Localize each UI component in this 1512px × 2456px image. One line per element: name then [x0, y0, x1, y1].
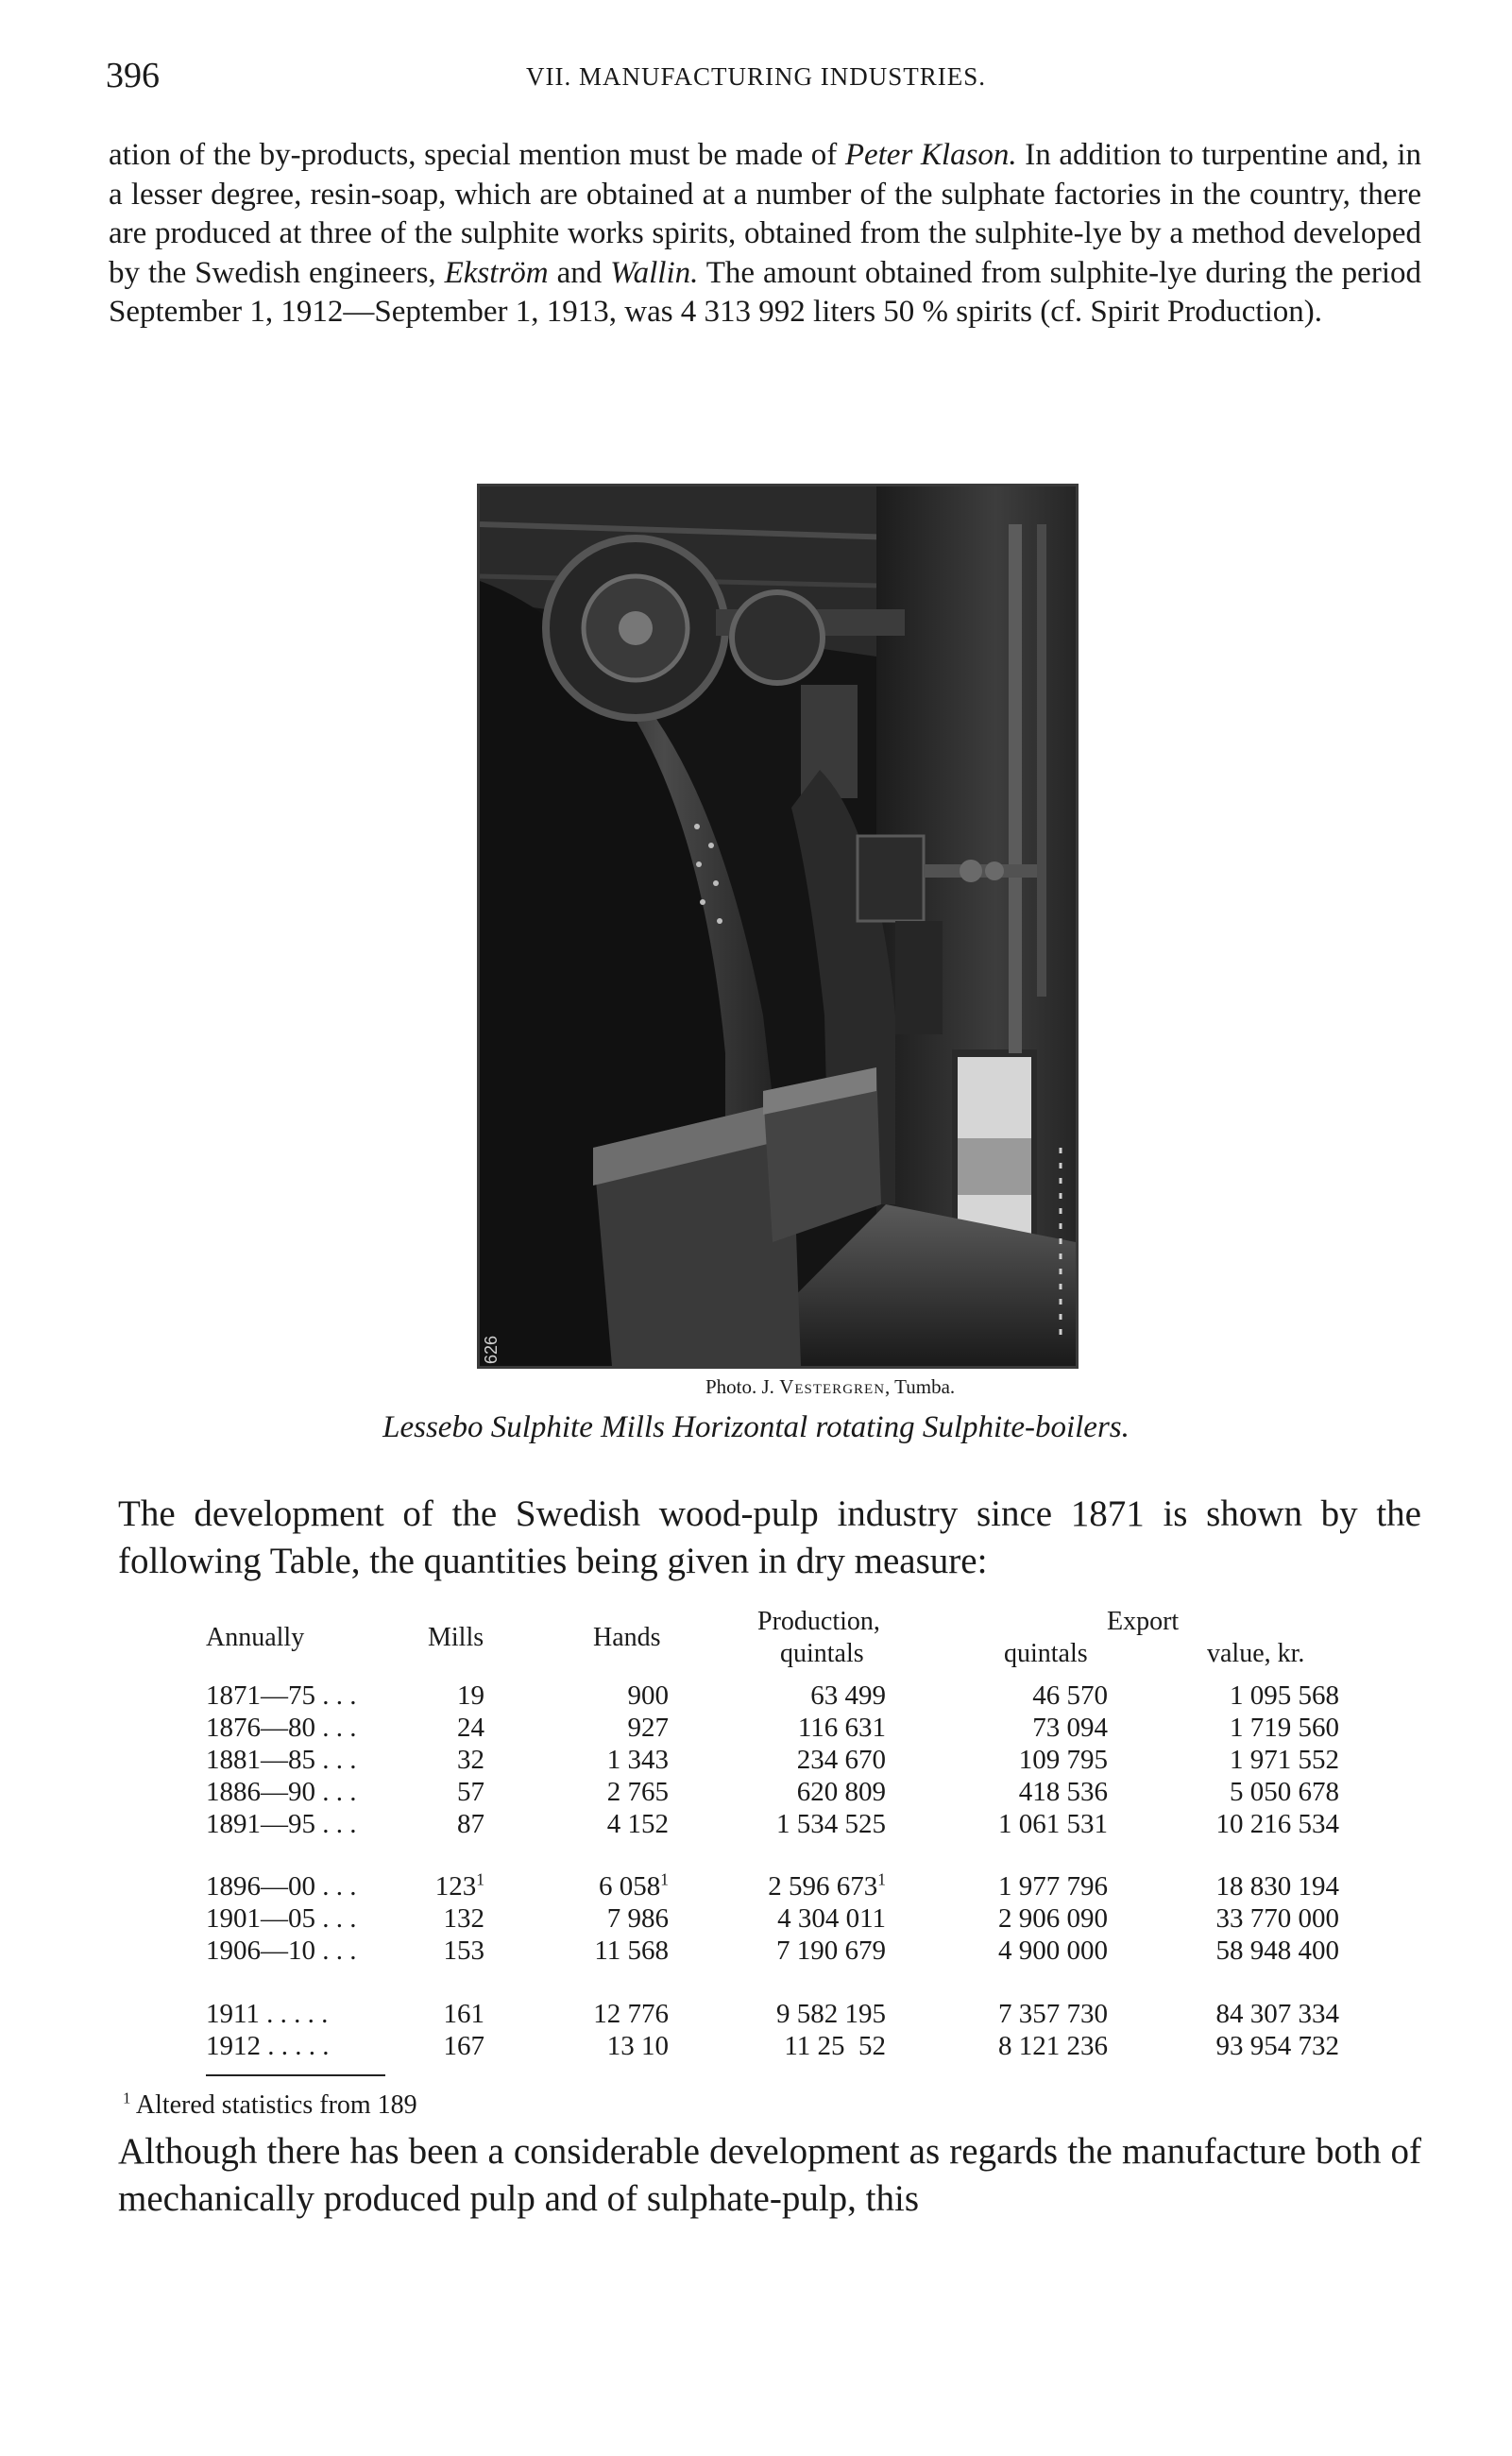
export-value-cell	[1216, 1999, 1340, 2030]
export-quintals-cell-value: 73 094	[1032, 1713, 1108, 1743]
period-cell	[206, 1745, 357, 1776]
footnote-marker: 1	[123, 2089, 131, 2107]
export-quintals-cell	[1019, 1745, 1108, 1776]
export-quintals-cell-value: 2 906 090	[998, 1903, 1108, 1934]
export-quintals-cell-value: 109 795	[1018, 1745, 1108, 1775]
hands-cell	[607, 2031, 669, 2062]
mills-cell-value: 57	[457, 1777, 484, 1807]
period-cell-value: 1871—75 . . .	[206, 1680, 357, 1711]
period-cell	[206, 1777, 357, 1808]
table-row	[0, 1713, 1512, 1745]
photo-caption: Lessebo Sulphite Mills Horizontal rotating Sulphite-boilers.	[382, 1410, 1130, 1444]
name-ekstrom: Ekström	[444, 255, 549, 290]
page-number: 396	[106, 56, 160, 95]
hands-cell	[607, 1809, 669, 1840]
production-cell-value: 620 809	[796, 1777, 886, 1807]
export-quintals-cell	[1019, 1777, 1108, 1808]
hands-cell-value: 13 10	[606, 2031, 669, 2061]
production-cell	[784, 2031, 886, 2062]
export-value-cell-value: 58 948 400	[1215, 1936, 1339, 1966]
period-cell	[206, 2031, 330, 2062]
hands-cell-value: 7 986	[606, 1903, 669, 1934]
table-row	[0, 2031, 1512, 2063]
period-cell-value: 1896—00 . . .	[206, 1871, 357, 1902]
export-value-cell-value: 93 954 732	[1215, 2031, 1339, 2061]
name-wallin: Wallin.	[610, 255, 699, 290]
export-quintals-cell	[1032, 1713, 1108, 1744]
period-cell-value: 1912 . . . . .	[206, 2031, 330, 2061]
export-quintals-cell-value: 7 357 730	[998, 1999, 1108, 2029]
mills-cell-value: 32	[457, 1745, 484, 1775]
export-quintals-cell	[998, 1999, 1108, 2030]
plate-number: 626	[482, 1335, 501, 1364]
footnote-reference: 1	[877, 1869, 886, 1889]
photo-credit-place: , Tumba.	[885, 1375, 956, 1398]
table-row	[0, 1999, 1512, 2031]
mills-cell	[444, 1903, 485, 1935]
production-cell	[797, 1777, 886, 1808]
period-cell-value: 1876—80 . . .	[206, 1713, 357, 1743]
export-quintals-cell	[998, 1936, 1108, 1967]
header-hands: Hands	[593, 1623, 661, 1652]
footnote-reference: 1	[660, 1869, 669, 1889]
export-value-cell	[1216, 1809, 1340, 1840]
para1-text-4: The amount obtained from sulphite-lye during the period September 1, 1912—September 1, 1913, was 4 313 992 liters 50 % spirits (cf. Spirit Production).	[109, 255, 1421, 329]
production-cell	[798, 1713, 886, 1744]
export-quintals-cell-value: 8 121 236	[998, 2031, 1108, 2061]
period-cell-value: 1911 . . . . .	[206, 1999, 329, 2029]
mills-cell-value: 153	[443, 1936, 484, 1966]
header-production-unit: quintals	[780, 1639, 864, 1668]
header-annually: Annually	[206, 1623, 305, 1652]
hands-cell-value: 2 765	[606, 1777, 669, 1807]
table-row	[0, 1871, 1512, 1903]
production-cell-value: 11 25 52	[784, 2031, 886, 2061]
period-cell	[206, 1903, 357, 1935]
hands-cell	[607, 1903, 669, 1935]
photo-credit-prefix: Photo. J.	[705, 1375, 780, 1398]
export-value-cell-value: 18 830 194	[1215, 1871, 1339, 1902]
export-value-cell	[1230, 1680, 1339, 1712]
running-head: VII. MANUFACTURING INDUSTRIES.	[526, 62, 986, 91]
export-value-cell	[1230, 1745, 1339, 1776]
hands-cell-value: 927	[627, 1713, 669, 1743]
period-cell-value: 1901—05 . . .	[206, 1903, 357, 1934]
export-value-cell-value: 1 095 568	[1230, 1680, 1339, 1711]
mills-cell	[444, 1999, 485, 2030]
para1-text-3: and	[548, 255, 611, 290]
export-quintals-cell-value: 4 900 000	[998, 1936, 1108, 1966]
export-quintals-cell	[998, 1809, 1108, 1840]
export-quintals-cell-value: 46 570	[1032, 1680, 1108, 1711]
mills-cell-value: 132	[443, 1903, 484, 1934]
export-value-cell-value: 1 719 560	[1230, 1713, 1339, 1743]
hands-cell-value: 900	[627, 1680, 669, 1711]
photographer-name: Vestergren	[779, 1375, 886, 1398]
period-cell	[206, 1871, 357, 1902]
table-row	[0, 1745, 1512, 1777]
header-mills: Mills	[428, 1623, 484, 1652]
mill-photograph	[477, 484, 1079, 1369]
export-quintals-cell-value: 418 536	[1018, 1777, 1108, 1807]
mills-cell	[457, 1713, 484, 1744]
mills-cell	[457, 1680, 484, 1712]
table-row	[0, 1680, 1512, 1713]
export-value-cell-value: 10 216 534	[1215, 1809, 1339, 1839]
mills-cell	[457, 1777, 484, 1808]
hands-cell-value: 1 343	[606, 1745, 669, 1775]
hands-cell-value: 6 058	[599, 1871, 661, 1902]
period-cell-value: 1906—10 . . .	[206, 1936, 357, 1966]
footnote-text: Altered statistics from 189	[130, 2090, 417, 2120]
export-value-cell-value: 5 050 678	[1230, 1777, 1339, 1807]
footnote	[123, 2090, 417, 2121]
hands-cell	[593, 1999, 669, 2030]
mills-cell	[435, 1871, 484, 1902]
production-cell-value: 1 534 525	[776, 1809, 886, 1839]
export-value-cell-value: 84 307 334	[1215, 1999, 1339, 2029]
production-cell	[797, 1745, 886, 1776]
mills-cell-value: 19	[457, 1680, 484, 1711]
production-cell-value: 4 304 011	[777, 1903, 886, 1934]
production-cell	[777, 1903, 886, 1935]
export-quintals-cell	[998, 1871, 1108, 1902]
mills-cell	[444, 1936, 485, 1967]
hands-cell-value: 11 568	[594, 1936, 669, 1966]
table-row	[0, 1809, 1512, 1841]
production-cell	[776, 1809, 886, 1840]
export-value-cell-value: 33 770 000	[1215, 1903, 1339, 1934]
para3-text: Although there has been a considerable development as regards the manufacture both of mechanically produced pulp and of sulphate-pulp, this	[118, 2131, 1421, 2219]
hands-cell	[628, 1680, 670, 1712]
production-cell-value: 63 499	[810, 1680, 886, 1711]
production-cell	[776, 1999, 886, 2030]
paragraph-table-intro	[118, 1491, 1421, 1585]
production-cell	[768, 1871, 886, 1902]
mills-cell	[444, 2031, 485, 2062]
production-cell	[810, 1680, 886, 1712]
mills-cell-value: 24	[457, 1713, 484, 1743]
table-row	[0, 1903, 1512, 1936]
mills-cell	[457, 1745, 484, 1776]
export-quintals-cell-value: 1 977 796	[998, 1871, 1108, 1902]
production-cell-value: 234 670	[796, 1745, 886, 1775]
export-value-cell	[1216, 1903, 1340, 1935]
mills-cell	[457, 1809, 484, 1840]
export-value-cell	[1216, 1936, 1340, 1967]
hands-cell	[599, 1871, 669, 1902]
production-cell-value: 2 596 673	[768, 1871, 878, 1902]
header-production: Production,	[757, 1607, 880, 1636]
header-export: Export	[1107, 1607, 1180, 1636]
header-export-quintals: quintals	[1004, 1639, 1088, 1668]
para1-text-2: In addition to turpentine and, in a lesser degree, resin-soap, which are obtained at a number of the sulphate factories in the country, there are produced at three of the sulphite works spirits, obtained from the sulphite-lye by a method developed by the Swedish engineers,	[109, 138, 1421, 290]
hands-cell	[607, 1745, 669, 1776]
paragraph-byproducts	[109, 136, 1421, 333]
export-quintals-cell	[998, 1903, 1108, 1935]
export-value-cell	[1216, 1871, 1340, 1902]
footnote-rule	[206, 2074, 385, 2076]
period-cell	[206, 1936, 357, 1967]
mills-cell-value: 161	[443, 1999, 484, 2029]
period-cell-value: 1881—85 . . .	[206, 1745, 357, 1775]
name-klason: Peter Klason.	[844, 138, 1017, 172]
hands-cell	[607, 1777, 669, 1808]
production-cell-value: 116 631	[797, 1713, 886, 1743]
paragraph-development	[118, 2128, 1421, 2223]
production-cell-value: 9 582 195	[776, 1999, 886, 2029]
table-row	[0, 1777, 1512, 1809]
hands-cell-value: 4 152	[606, 1809, 669, 1839]
mills-cell-value: 123	[434, 1871, 477, 1902]
period-cell-value: 1891—95 . . .	[206, 1809, 357, 1839]
export-quintals-cell-value: 1 061 531	[998, 1809, 1108, 1839]
production-cell	[776, 1936, 886, 1967]
production-cell-value: 7 190 679	[776, 1936, 886, 1966]
period-cell	[206, 1680, 357, 1712]
export-value-cell-value: 1 971 552	[1230, 1745, 1339, 1775]
footnote-reference: 1	[476, 1869, 484, 1889]
period-cell	[206, 1713, 357, 1744]
table-row	[0, 1936, 1512, 1968]
period-cell	[206, 1999, 328, 2030]
period-cell-value: 1886—90 . . .	[206, 1777, 357, 1807]
mills-cell-value: 87	[457, 1809, 484, 1839]
header-export-value: value, kr.	[1207, 1639, 1305, 1668]
period-cell	[206, 1809, 357, 1840]
export-value-cell	[1230, 1713, 1339, 1744]
export-quintals-cell	[1032, 1680, 1108, 1712]
export-value-cell	[1216, 2031, 1340, 2062]
sulphite-boilers-image	[480, 486, 1076, 1366]
export-quintals-cell	[998, 2031, 1108, 2062]
hands-cell-value: 12 776	[593, 1999, 669, 2029]
para1-text-1: ation of the by-products, special mention must be made of	[109, 138, 845, 172]
photo-credit	[705, 1375, 955, 1399]
hands-cell	[594, 1936, 669, 1967]
mills-cell-value: 167	[443, 2031, 484, 2061]
hands-cell	[628, 1713, 670, 1744]
export-value-cell	[1230, 1777, 1339, 1808]
para2-text: The development of the Swedish wood-pulp industry since 1871 is shown by the following Table, the quantities being given in dry measure:	[118, 1493, 1421, 1581]
